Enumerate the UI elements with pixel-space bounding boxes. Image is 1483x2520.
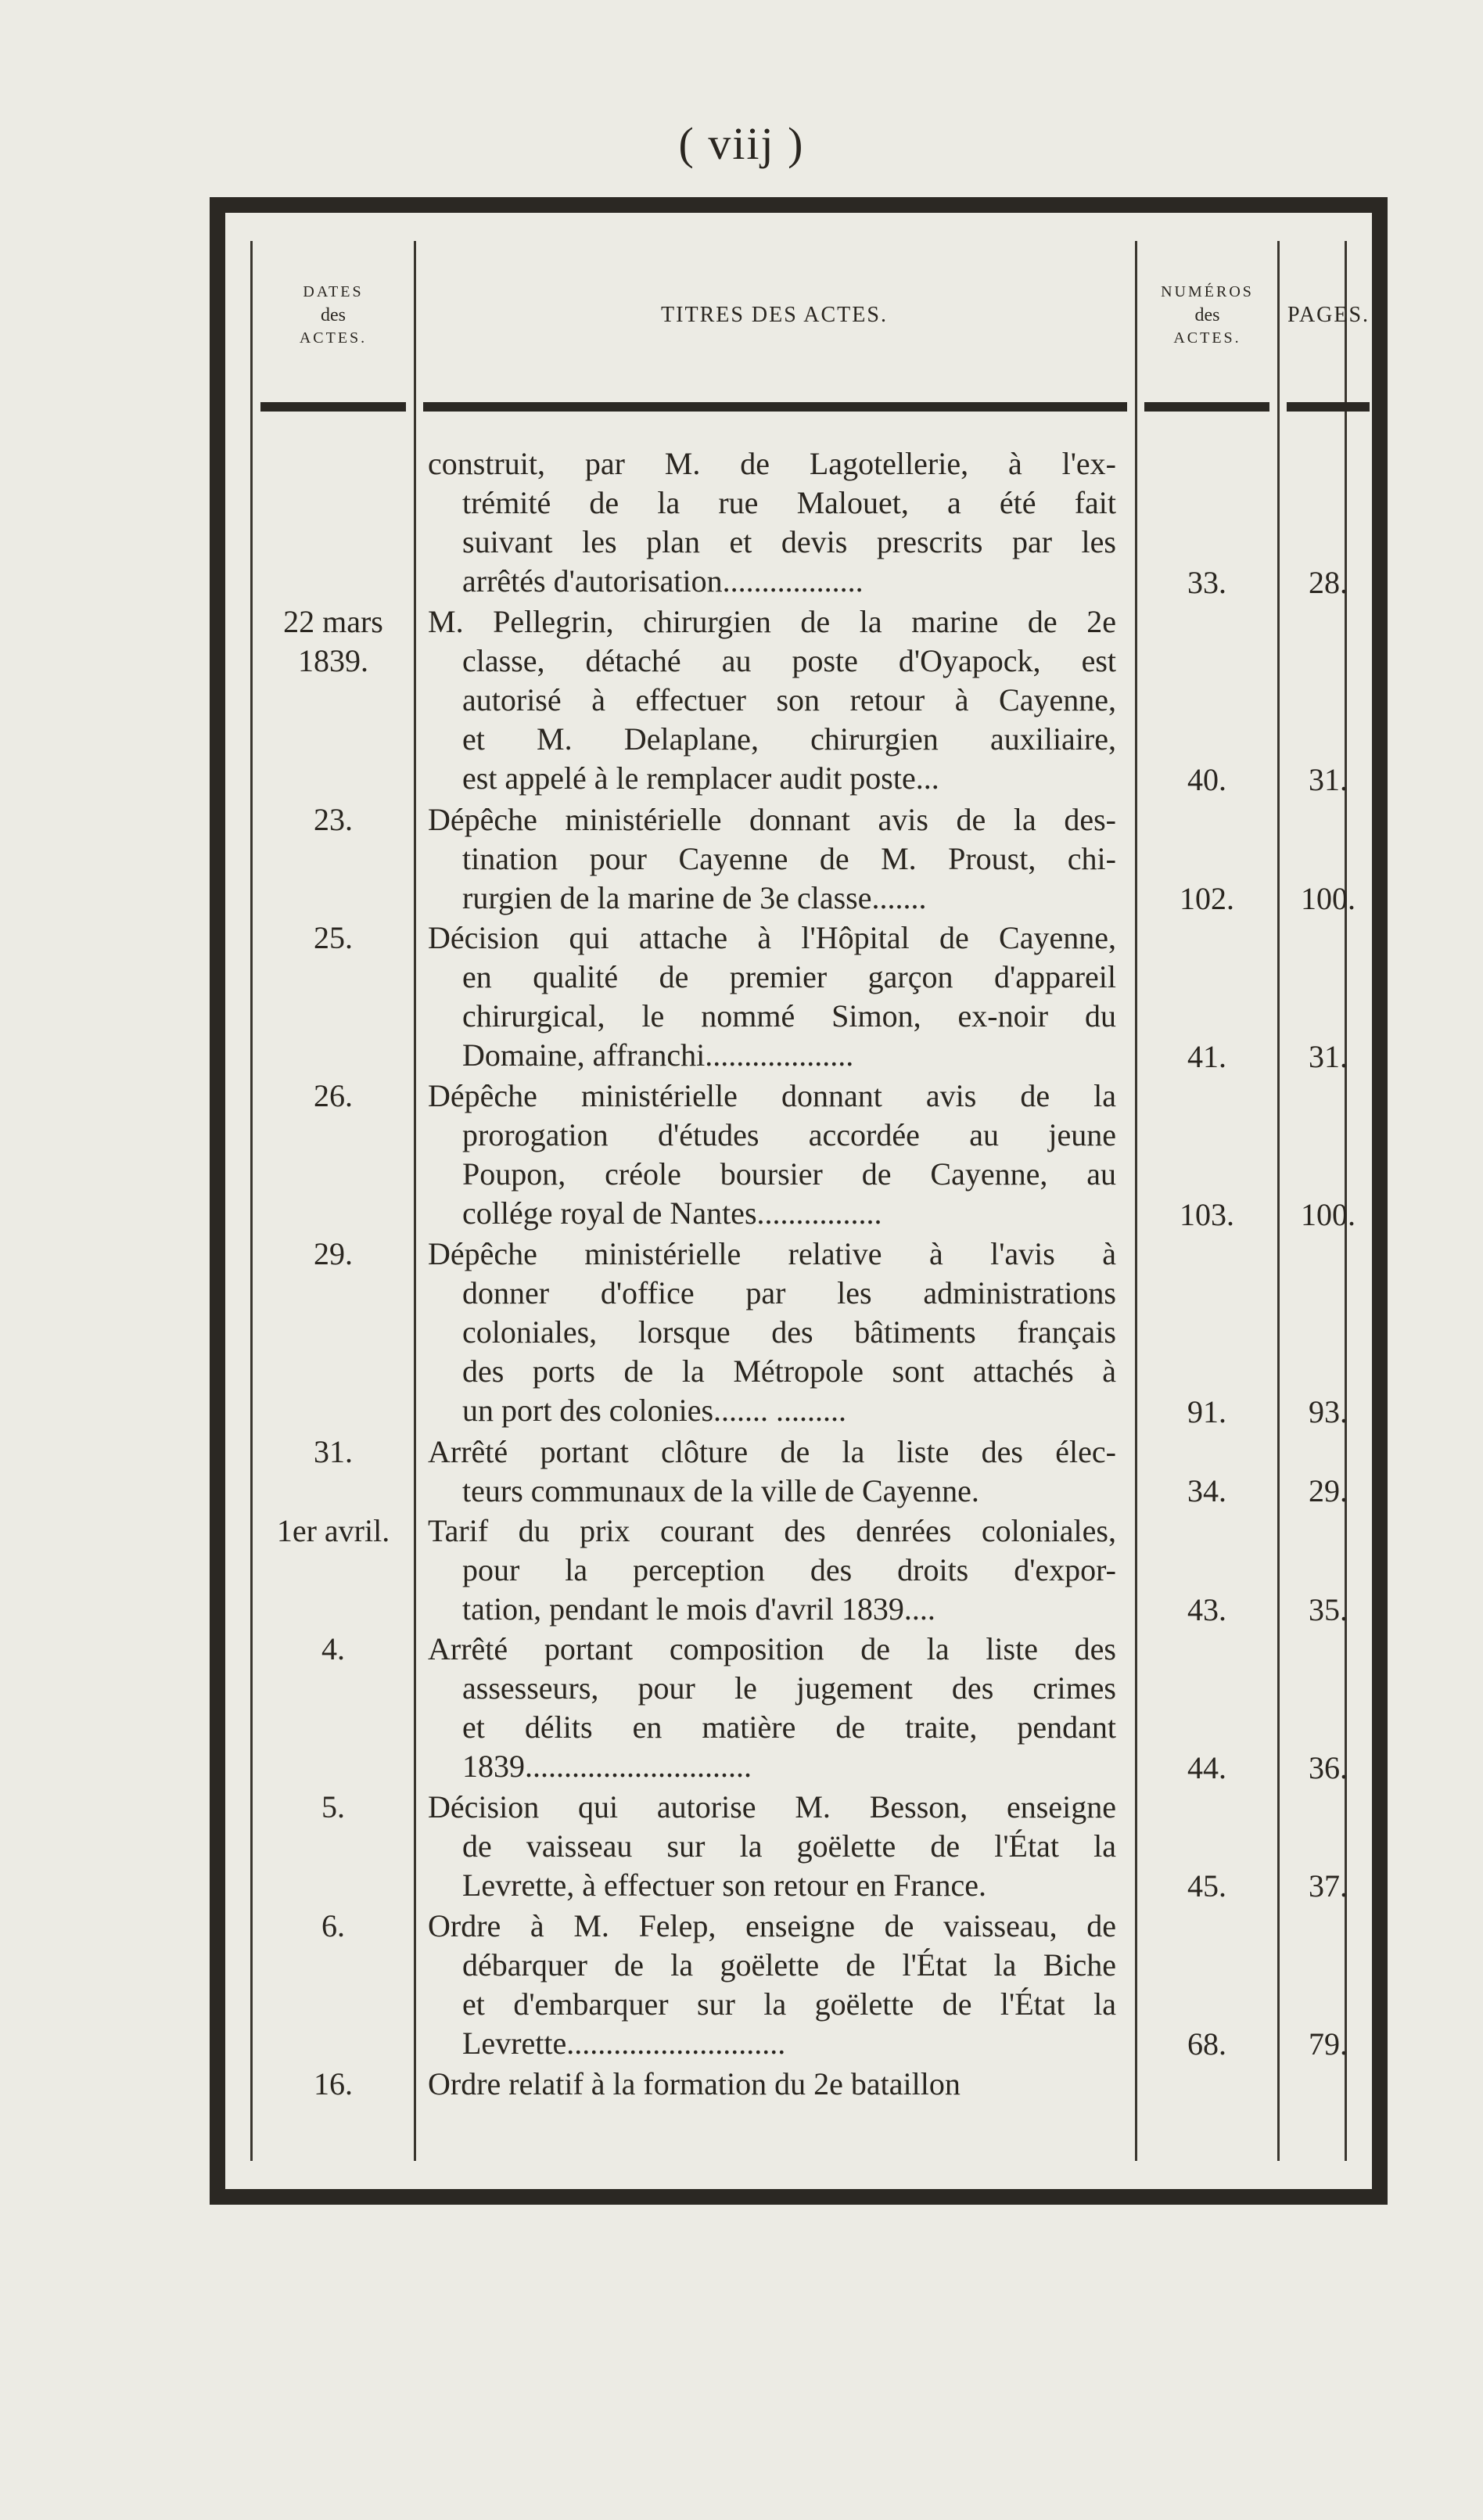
row-title-line: donner d'office par les administrations [462, 1275, 1116, 1310]
row-title-line: Décision qui autorise M. Besson, enseigne [428, 1789, 1116, 1824]
row-title-line: Dépêche ministérielle donnant avis de la [428, 1078, 1116, 1113]
row-title [428, 2065, 1116, 2104]
row-date [253, 1077, 414, 1116]
row-title [428, 800, 1116, 918]
row-date [253, 918, 414, 958]
row-page: 29. [1309, 1473, 1348, 1508]
row-numero: 34. [1187, 1473, 1226, 1508]
row-date [253, 1788, 414, 1827]
row-title [428, 444, 1116, 601]
row-title [428, 1788, 1116, 1905]
row-title-line: Poupon, créole boursier de Cayenne, au [462, 1156, 1116, 1192]
table-inner [250, 241, 1370, 2161]
row-title-line: Levrette............................ [462, 2025, 786, 2061]
row-title-line: Arrêté portant clôture de la liste des élec- [428, 1433, 1116, 1469]
row-page: 31. [1309, 1038, 1348, 1074]
header-numeros [1137, 241, 1277, 390]
row-title-line: Dépêche ministérielle donnant avis de la des- [428, 801, 1116, 837]
row-title [428, 1630, 1116, 1786]
header-pages-label: PAGES. [1287, 303, 1370, 327]
row-title-line: et M. Delaplane, chirurgien auxiliaire, [462, 721, 1116, 757]
row-title-line: en qualité de premier garçon d'appareil [462, 959, 1116, 994]
row-date-line: 26. [314, 1078, 353, 1113]
row-title [428, 1433, 1116, 1511]
row-title [428, 1907, 1116, 2063]
row-page: 100. [1301, 880, 1356, 916]
row-page: 35. [1309, 1591, 1348, 1627]
row-date [253, 1235, 414, 1274]
row-numero: 68. [1187, 2026, 1226, 2062]
row-page: 31. [1309, 762, 1348, 797]
row-title-line: et d'embarquer sur la goëlette de l'État la [462, 1986, 1116, 2022]
header-rule-dates [260, 402, 406, 412]
row-title-line: suivant les plan et devis prescrits par les [462, 524, 1116, 559]
row-title-line: coloniales, lorsque des bâtiments français [462, 1314, 1116, 1350]
row-date-line: 4. [321, 1631, 345, 1666]
row-title [428, 918, 1116, 1075]
row-date-line: 25. [314, 920, 353, 955]
row-title-line: Décision qui attache à l'Hôpital de Cayenne, [428, 920, 1116, 955]
header-dates-line2: des [321, 305, 346, 325]
row-numero: 44. [1187, 1749, 1226, 1785]
row-date-line: 1er avril. [276, 1512, 390, 1548]
header-rule-titles [423, 402, 1127, 412]
header-numeros-line2: des [1194, 305, 1220, 325]
page-number: ( viij ) [678, 118, 805, 169]
row-numero: 33. [1187, 564, 1226, 600]
row-title-line: assesseurs, pour le jugement des crimes [462, 1670, 1116, 1706]
row-numero: 103. [1180, 1196, 1234, 1232]
row-numero: 43. [1187, 1591, 1226, 1627]
row-title [428, 602, 1116, 798]
row-date-line: 1839. [298, 643, 368, 678]
row-date [253, 800, 414, 839]
column-divider-dates [414, 241, 416, 2161]
row-title-line: chirurgical, le nommé Simon, ex-noir du [462, 998, 1116, 1034]
header-pages [1280, 241, 1377, 390]
row-page: 93. [1309, 1394, 1348, 1429]
row-title-line: rurgien de la marine de 3e classe....... [462, 879, 927, 915]
row-date-line: 22 mars [283, 604, 383, 639]
row-date-line: 23. [314, 801, 353, 837]
table-frame [210, 197, 1388, 2205]
row-date-line: 16. [314, 2065, 353, 2101]
row-title [428, 1512, 1116, 1629]
row-title-line: de vaisseau sur la goëlette de l'État la [462, 1828, 1116, 1864]
row-date [253, 1512, 414, 1551]
row-title-line: trémité de la rue Malouet, a été fait [462, 485, 1116, 520]
header-numeros-line3: ACTES. [1173, 329, 1241, 347]
row-title-line: est appelé à le remplacer audit poste... [462, 760, 939, 796]
row-numero: 102. [1180, 880, 1234, 916]
row-title-line: Ordre relatif à la formation du 2e bataillon [428, 2065, 961, 2101]
row-title [428, 1077, 1116, 1233]
row-numero: 91. [1187, 1394, 1226, 1429]
header-dates-line3: ACTES. [299, 329, 368, 347]
row-title-line: construit, par M. de Lagotellerie, à l'ex- [428, 446, 1116, 481]
row-numero: 40. [1187, 762, 1226, 797]
row-date [253, 1630, 414, 1669]
row-title-line: tination pour Cayenne de M. Proust, chi- [462, 840, 1116, 876]
row-title-line: classe, détaché au poste d'Oyapock, est [462, 643, 1116, 678]
row-title-line: un port des colonies....... ......... [462, 1393, 847, 1428]
row-title-line: Ordre à M. Felep, enseigne de vaisseau, de [428, 1907, 1116, 1943]
header-rule-pages [1287, 402, 1370, 412]
row-title-line: des ports de la Métropole sont attachés à [462, 1353, 1116, 1389]
row-page: 28. [1309, 564, 1348, 600]
row-title [428, 1235, 1116, 1430]
row-title-line: débarquer de la goëlette de l'État la Biche [462, 1947, 1116, 1983]
row-date-line: 29. [314, 1236, 353, 1271]
row-title-line: Tarif du prix courant des denrées coloniales, [428, 1512, 1116, 1548]
row-title-line: M. Pellegrin, chirurgien de la marine de 2e [428, 604, 1116, 639]
row-numero: 45. [1187, 1868, 1226, 1903]
row-title-line: collége royal de Nantes................ [462, 1195, 882, 1231]
row-title-line: 1839............................. [462, 1749, 752, 1784]
row-title-line: prorogation d'études accordée au jeune [462, 1117, 1116, 1152]
row-date [253, 602, 414, 681]
header-titles [414, 241, 1135, 390]
row-title-line: pour la perception des droits d'expor- [462, 1551, 1116, 1587]
row-page: 79. [1309, 2026, 1348, 2062]
column-divider-numeros [1277, 241, 1280, 2161]
row-title-line: tation, pendant le mois d'avril 1839.... [462, 1591, 935, 1627]
row-title-line: Dépêche ministérielle relative à l'avis à [428, 1236, 1116, 1271]
row-date-line: 6. [321, 1907, 345, 1943]
header-dates-line1: DATES [303, 283, 364, 300]
row-page: 36. [1309, 1749, 1348, 1785]
row-date [253, 1433, 414, 1472]
row-title-line: et délits en matière de traite, pendant [462, 1709, 1116, 1745]
header-rule-numeros [1144, 402, 1269, 412]
header-titles-label: TITRES DES ACTES. [661, 303, 888, 327]
row-title-line: Levrette, à effectuer son retour en France. [462, 1868, 987, 1903]
row-date-line: 31. [314, 1433, 353, 1469]
row-title-line: Domaine, affranchi................... [462, 1037, 854, 1073]
row-title-line: Arrêté portant composition de la liste des [428, 1631, 1116, 1666]
row-page: 100. [1301, 1196, 1356, 1232]
row-numero: 41. [1187, 1038, 1226, 1074]
row-title-line: arrêtés d'autorisation.................. [462, 563, 864, 599]
row-date [253, 1907, 414, 1946]
row-title-line: autorisé à effectuer son retour à Cayenne, [462, 682, 1116, 717]
row-title-line: teurs communaux de la ville de Cayenne. [462, 1472, 979, 1508]
header-dates [253, 241, 414, 390]
header-numeros-line1: NUMÉROS [1161, 283, 1254, 300]
row-date [253, 2065, 414, 2104]
row-page: 37. [1309, 1868, 1348, 1903]
row-date-line: 5. [321, 1789, 345, 1824]
